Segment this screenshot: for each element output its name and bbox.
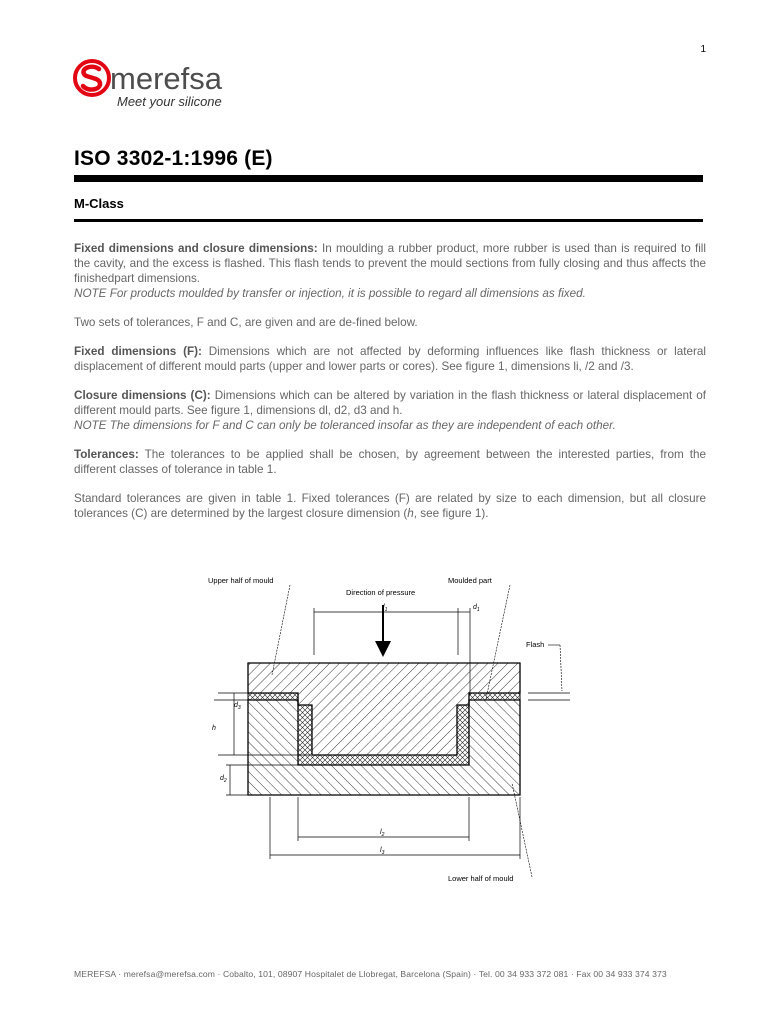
paragraph-label: Tolerances: bbox=[74, 448, 139, 461]
document-title: ISO 3302-1:1996 (E) bbox=[74, 147, 273, 170]
paragraph-standard-tolerances: Standard tolerances are given in table 1. Fixed tolerances (F) are related by size to each dimension, but all closure tolerances (C) are determined by the largest closure dimension (h, see figure 1). bbox=[74, 492, 706, 520]
paragraph-fixed-dimensions: Fixed dimensions (F): Dimensions which are not affected by deforming influences like flash thickness or lateral displacement of different mould parts (upper and lower parts or cores). See figure 1, dimensions li, /2 and /3. bbox=[74, 345, 706, 373]
logo-brand: merefsa bbox=[110, 61, 222, 96]
paragraph-tolerances: Tolerances: The tolerances to be applied shall be chosen, by agreement between the interested parties, from the different classes of tolerance in table 1. bbox=[74, 448, 706, 476]
page-number: 1 bbox=[700, 44, 706, 55]
label-flash: Flash bbox=[526, 640, 545, 649]
section-title: M-Class bbox=[74, 196, 124, 211]
footer-contact: MEREFSA · merefsa@merefsa.com · Cobalto, 101, 08907 Hospitalet de Llobregat, Barcelona (Spain) · Tel. 00 34 933 372 081 · Fax 00 34 933 374 373 bbox=[74, 969, 667, 979]
svg-text:l3: $l_3$ bbox=[380, 847, 385, 856]
paragraph-label: Fixed dimensions and closure dimensions: bbox=[74, 242, 318, 255]
paragraph-label: Fixed dimensions (F): bbox=[74, 345, 202, 358]
section-rule bbox=[74, 219, 703, 222]
paragraph-label: Closure dimensions (C): bbox=[74, 389, 211, 402]
svg-text:h: h bbox=[212, 725, 216, 732]
paragraph-tolerance-sets: Two sets of tolerances, F and C, are given and are de-fined below. bbox=[74, 316, 418, 329]
label-upper-half: Upper half of mould bbox=[208, 576, 274, 585]
svg-text:d2: $d_2$ bbox=[220, 775, 227, 784]
body-text bbox=[74, 241, 706, 535]
merefsa-logo bbox=[72, 58, 272, 112]
svg-text:l1: $l_1$ bbox=[383, 604, 388, 613]
logo-tagline: Meet your silicone bbox=[117, 94, 222, 109]
svg-text:d1: $d_1$ bbox=[473, 604, 480, 613]
title-rule bbox=[74, 175, 703, 182]
svg-text:d3: $d_3$ bbox=[234, 702, 241, 711]
label-lower-half: Lower half of mould bbox=[448, 874, 514, 883]
logo-s-icon bbox=[83, 67, 100, 90]
note: NOTE For products moulded by transfer or injection, it is possible to regard all dimensions as fixed. bbox=[74, 287, 586, 300]
label-moulded-part: Moulded part bbox=[448, 576, 492, 585]
svg-text:l2: $l_2$ bbox=[380, 829, 385, 838]
figure-mould-diagram bbox=[190, 565, 570, 895]
paragraph-closure-intro: Fixed dimensions and closure dimensions: In moulding a rubber product, more rubber is used than is required to fill the cavity, and the excess is flashed. This flash tends to prevent the mould sections from fully closing and thus affects the finishedpart dimensions. NOTE For products moulded by transfer or injection, it is possible to regard all dimensions as fixed. bbox=[74, 242, 706, 300]
label-direction: Direction of pressure bbox=[346, 588, 416, 597]
paragraph-closure-dimensions: Closure dimensions (C): Dimensions which can be altered by variation in the flash thickness or lateral displacement of different mould parts. See figure 1, dimensions dl, d2, d3 and h. NOTE The dimensions for F and C can only be toleranced insofar as they are independent of each other. bbox=[74, 389, 706, 432]
note: NOTE The dimensions for F and C can only be toleranced insofar as they are independent of each other. bbox=[74, 419, 616, 432]
